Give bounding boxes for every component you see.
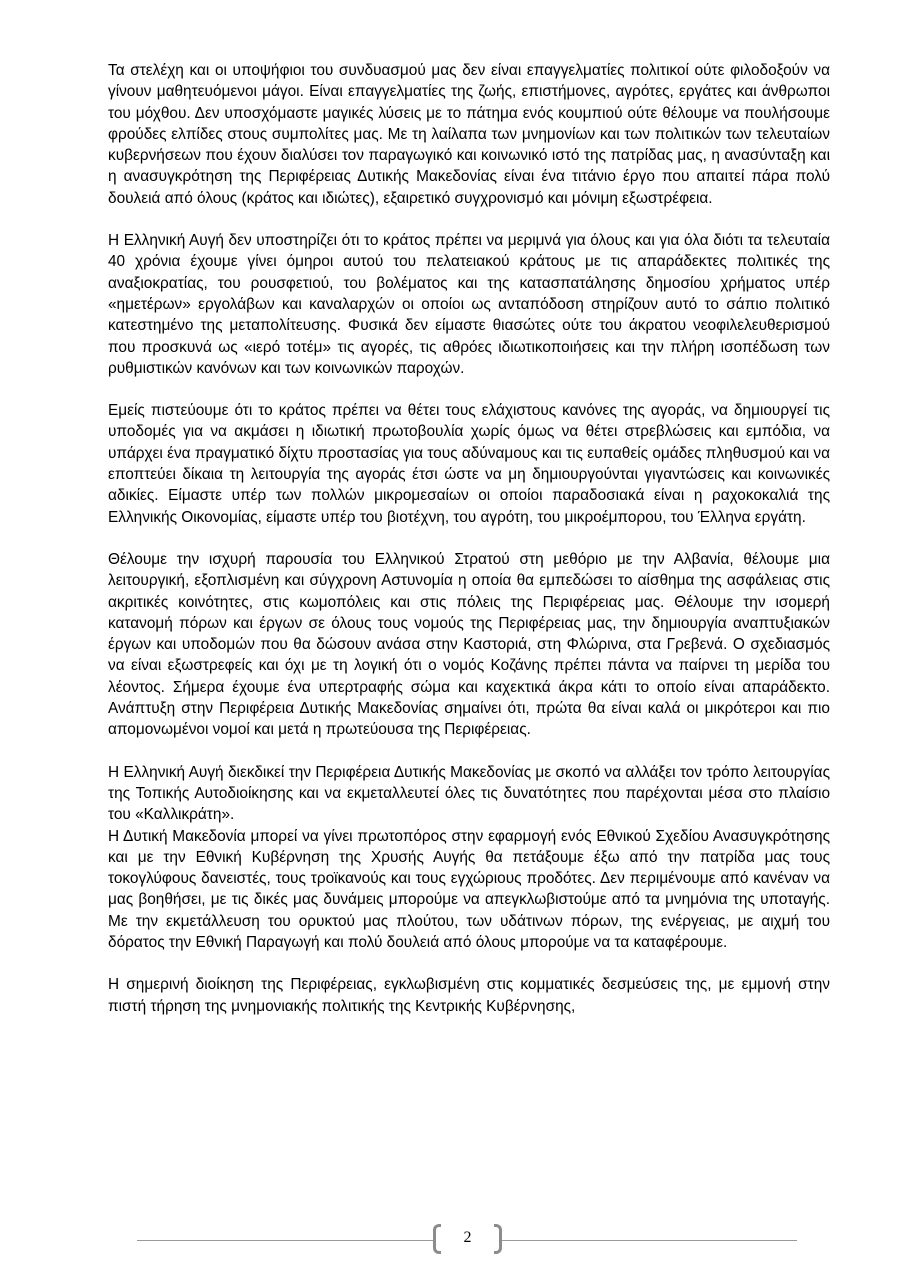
paragraph: Η Δυτική Μακεδονία μπορεί να γίνει πρωτοπόρος στην εφαρμογή ενός Εθνικού Σχεδίου Ανασυγκρότησης και με την Εθνική Κυβέρνηση της Χρυσής Αυγής θα πετάξουμε έξω από την πατρίδα μας τους τοκογλύφους δανειστές, τους τροϊκανούς και τους εγχώριους προδότες. Δεν περιμένουμε από κανέναν να μας βοηθήσει, με τις δικές μας δυνάμεις μπορούμε να απεγκλωβιστούμε από τα μνημόνια της υποταγής. Με την εκμετάλλευση του ορυκτού μας πλούτου, των υδάτινων πόρων, της ενέργειας, με αιχμή του δόρατος την Εθνική Παραγωγή και πολύ δουλειά από όλους μπορούμε να τα καταφέρουμε. bbox=[108, 827, 830, 951]
paragraph-spacer bbox=[108, 528, 830, 549]
paragraph-spacer bbox=[108, 209, 830, 230]
page-number: 2 bbox=[463, 1229, 472, 1246]
paragraph-spacer bbox=[108, 379, 830, 400]
paragraph: Η σημερινή διοίκηση της Περιφέρειας, εγκλωβισμένη στις κομματικές δεσμεύσεις της, με εμμονή στην πιστή τήρηση της μνημονιακής πολιτικής της Κεντρικής Κυβέρνησης, bbox=[108, 976, 830, 1015]
paragraph: Θέλουμε την ισχυρή παρουσία του Ελληνικού Στρατού στη μεθόριο με την Αλβανία, θέλουμε μια λειτουργική, εξοπλισμένη και σύγχρονη Αστυνομία η οποία θα εμπεδώσει το αίσθημα της ασφάλειας στις ακριτικές κοινότητες, στις κωμοπόλεις και στις πόλεις της Περιφέρειας μας. Θέλουμε την ισομερή κατανομή πόρων και έργων σε όλους τους νομούς της Περιφέρειας μας, την δημιουργία αναπτυξιακών έργων και υποδομών που θα δώσουν ανάσα στην Καστοριά, στη Φλώρινα, στα Γρεβενά. Ο σχεδιασμός να είναι εξωστρεφείς και όχι με τη λογική ότι ο νομός Κοζάνης πρέπει πάντα να παίρνει τη μερίδα του λέοντος. Σήμερα έχουμε ένα υπερτραφής σώμα και καχεκτικά άκρα κάτι το οποίο είναι απαράδεκτο. Ανάπτυξη στην Περιφέρεια Δυτικής Μακεδονίας σημαίνει ότι, πρώτα θα είναι καλά οι μικρότεροι και πιο απομονωμένοι νομοί και μετά η πρωτεύουσα της Περιφέρειας. bbox=[108, 550, 830, 739]
right-brace-ornament bbox=[494, 1224, 502, 1254]
paragraph-spacer bbox=[108, 741, 830, 762]
paragraph: Εμείς πιστεύουμε ότι το κράτος πρέπει να θέτει τους ελάχιστους κανόνες της αγοράς, να δημιουργεί τις υποδομές για να ακμάσει η ιδιωτική πρωτοβουλία χωρίς όμως να θέτει στρεβλώσεις και εμπόδια, να υπάρχει ένα πραγματικό δίχτυ προστασίας για τους αδύναμους και τις ευπαθείς ομάδες πληθυσμού και να εποπτεύει δίκαια τη λειτουργία της αγοράς έτσι ώστε να μη δημιουργούνται γιγαντώσεις και κοινωνικές αδικίες. Είμαστε υπέρ των πολλών μικρομεσαίων οι οποίοι παραδοσιακά είναι η ραχοκοκαλιά της Ελληνικής Οικονομίας, είμαστε υπέρ του βιοτέχνη, του αγρότη, του μικροέμπορου, του Έλληνα εργάτη. bbox=[108, 402, 830, 526]
left-brace-ornament bbox=[433, 1224, 441, 1254]
page-footer bbox=[137, 1224, 797, 1258]
paragraph-spacer bbox=[108, 953, 830, 974]
paragraph: Η Ελληνική Αυγή διεκδικεί την Περιφέρεια Δυτικής Μακεδονίας με σκοπό να αλλάξει τον τρόπο λειτουργίας της Τοπικής Αυτοδιοίκησης και να εκμεταλλευτεί όλες τις δυνατότητες που παρέχονται μέσα στο πλαίσιο του «Καλλικράτη». bbox=[108, 763, 830, 824]
footer-rule-right bbox=[502, 1240, 797, 1241]
document-body bbox=[108, 60, 830, 1017]
paragraph: Η Ελληνική Αυγή δεν υποστηρίζει ότι το κράτος πρέπει να μεριμνά για όλους και για όλα διότι τα τελευταία 40 χρόνια έχουμε γίνει όμηροι αυτού του πελατειακού κράτους με τις απαράδεκτες πολιτικές της αναξιοκρατίας, του ρουσφετιού, του βολέματος και της κατασπατάλησης δημοσίου χρήματος υπέρ «ημετέρων» εργολάβων και καναλαρχών οι οποίοι ως ανταπόδοση στηρίζουν αυτό το σάπιο πολιτικό κατεστημένο της μεταπολίτευσης. Φυσικά δεν είμαστε θιασώτες ούτε του άκρατου νεοφιλελευθερισμού που προσκυνά ως «ιερό τοτέμ» τις αγορές, τις αθρόες ιδιωτικοποιήσεις και την πλήρη ισοπέδωση των ρυθμιστικών κανόνων και των κοινωνικών παροχών. bbox=[108, 232, 830, 377]
paragraph: Τα στελέχη και οι υποψήφιοι του συνδυασμού μας δεν είναι επαγγελματίες πολιτικοί ούτε φιλοδοξούν να γίνουν μαθητευόμενοι μάγοι. Είναι επαγγελματίες της ζωής, επιστήμονες, αγρότες, εργάτες και άνθρωποι του μόχθου. Δεν υποσχόμαστε μαγικές λύσεις με το πάτημα ενός κουμπιού ούτε θέλουμε να πουλήσουμε φρούδες ελπίδες στους συμπολίτες μας. Με τη λαίλαπα των μνημονίων και των πολιτικών των τελευταίων κυβερνήσεων που έχουν διαλύσει τον παραγωγικό και κοινωνικό ιστό της πατρίδας μας, η ανασύνταξη και η ανασυγκρότηση της Περιφέρειας Δυτικής Μακεδονίας είναι ένα τιτάνιο έργο που απαιτεί πάρα πολύ δουλειά από όλους (κράτος και ιδιώτες), εξαιρετικό συγχρονισμό και μόνιμη εξωστρέφεια. bbox=[108, 62, 830, 207]
footer-rule-left bbox=[137, 1240, 433, 1241]
